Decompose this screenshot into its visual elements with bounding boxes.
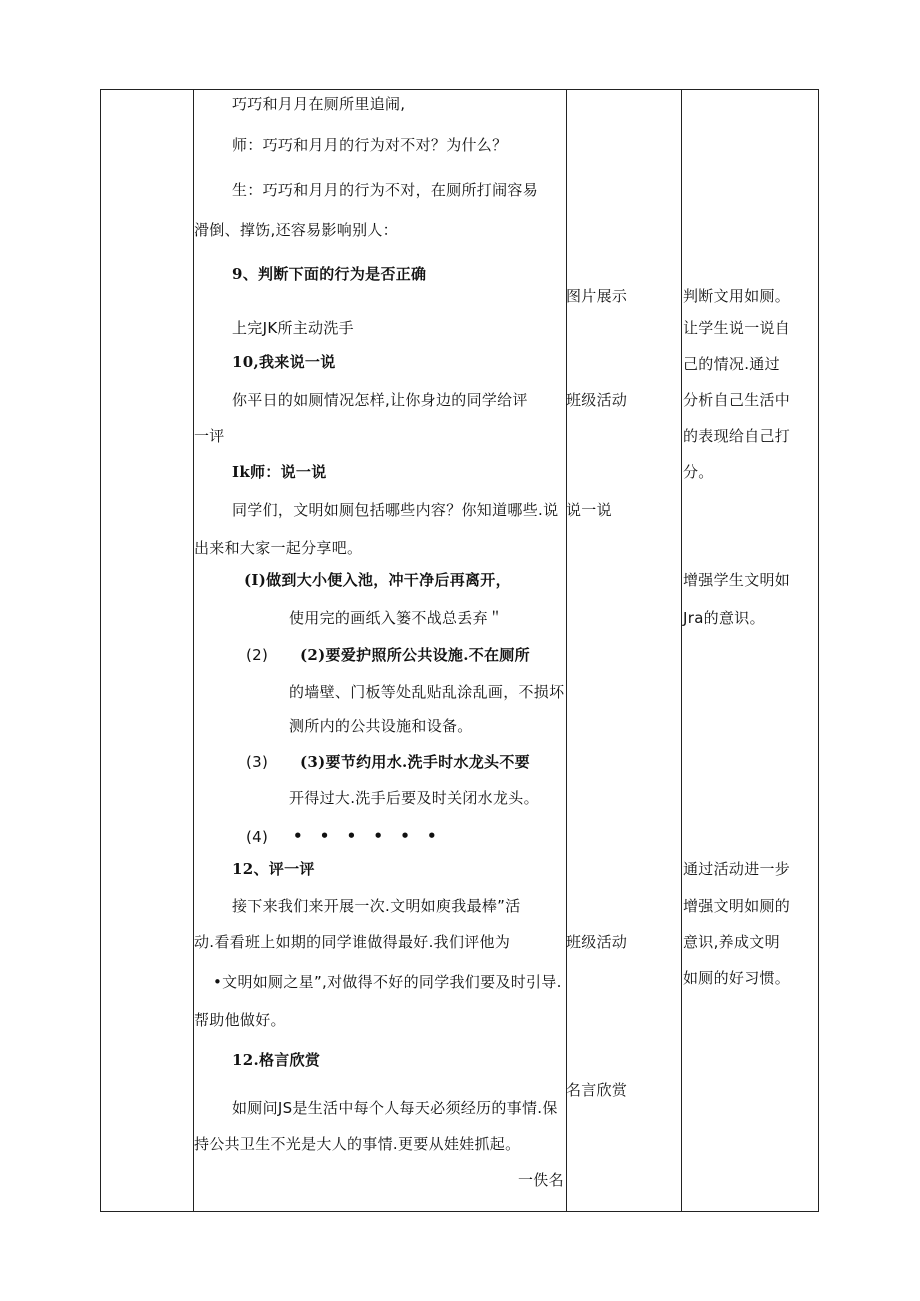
content-line: 出来和大家一起分享吧。 [194, 539, 363, 557]
content-line: 持公共卫生不光是大人的事情.更要从娃娃抓起。 [194, 1135, 521, 1153]
list-number: (4) [246, 828, 269, 846]
section-heading: 10,我来说一说 [232, 353, 336, 371]
content-line: 巧巧和月月在厕所里追闹, [232, 95, 406, 113]
content-line: 同学们，文明如厕包括哪些内容？你知道哪些.说 [232, 501, 559, 519]
column-divider [681, 90, 682, 1211]
method-cell: 说一说 [566, 501, 612, 519]
content-line: 动.看看班上如期的同学谁做得最好.我们评他为 [194, 933, 511, 951]
content-line: 开得过大.洗手后要及时关闭水龙头。 [289, 789, 539, 807]
content-line: 一评 [194, 427, 225, 445]
intent-line: 增强学生文明如 [683, 571, 791, 589]
list-number: (3) [246, 753, 269, 771]
method-cell: 班级活动 [566, 933, 628, 951]
ellipsis-dots: • • • • • • [293, 827, 443, 845]
list-item: (2)要爱护照所公共设施.不在厕所 [300, 646, 530, 664]
quote-attribution: 一佚名 [518, 1171, 564, 1189]
content-line: •文明如厕之星”,对做得不好的同学我们要及时引导. [213, 973, 562, 991]
section-heading: 12、评一评 [232, 860, 315, 878]
content-line: 师：巧巧和月月的行为对不对？为什么？ [232, 136, 508, 154]
intent-line: 的表现给自己打 [683, 427, 791, 445]
list-number: (2) [246, 646, 269, 664]
intent-line: 通过活动进一步 [683, 860, 791, 878]
content-line: 测所内的公共设施和设备。 [289, 717, 473, 735]
column-divider [566, 90, 567, 1211]
method-cell: 图片展示 [566, 287, 628, 305]
intent-line: 让学生说一说自 [683, 319, 791, 337]
content-line: 上完JK所主动洗手 [232, 319, 354, 337]
content-line: 滑倒、撑饬,还容易影响别人： [194, 221, 398, 239]
intent-line: 如厕的好习惯。 [683, 969, 791, 987]
intent-line: 分析自己生活中 [683, 391, 791, 409]
content-line: 如厕问JS是生活中每个人每天必须经历的事情.保 [232, 1099, 558, 1117]
intent-line: 意识,养成文明 [683, 933, 780, 951]
content-line: 的墙壁、门板等处乱贴乱涂乱画，不损坏 [289, 683, 565, 701]
content-line: 接下来我们来开展一次.文明如庾我最棒”活 [232, 897, 521, 915]
method-cell: 班级活动 [566, 391, 628, 409]
list-item: (I)做到大小便入池，冲干净后再离开， [244, 571, 511, 589]
method-cell: 名言欣赏 [566, 1081, 628, 1099]
section-heading: 12.格言欣赏 [232, 1051, 321, 1069]
content-line: 生：巧巧和月月的行为不对，在厕所打闹容易 [232, 181, 539, 199]
intent-line: 增强文明如厕的 [683, 897, 791, 915]
intent-line: 分。 [683, 463, 714, 481]
intent-line: 己的情况.通过 [683, 355, 780, 373]
content-line: 使用完的画纸入篓不战总丢弃＂ [289, 609, 504, 627]
intent-line: Jra的意识。 [683, 609, 765, 627]
list-item: (3)要节约用水.洗手时水龙头不要 [300, 753, 530, 771]
column-divider [193, 90, 194, 1211]
content-line: 你平日的如厕情况怎样,让你身边的同学给评 [232, 391, 528, 409]
intent-line: 判断文用如厕。 [683, 287, 791, 305]
content-line: 帮助他做好。 [194, 1011, 286, 1029]
section-heading: 9、判断下面的行为是否正确 [232, 265, 427, 283]
section-heading: Ik师：说一说 [232, 463, 327, 481]
